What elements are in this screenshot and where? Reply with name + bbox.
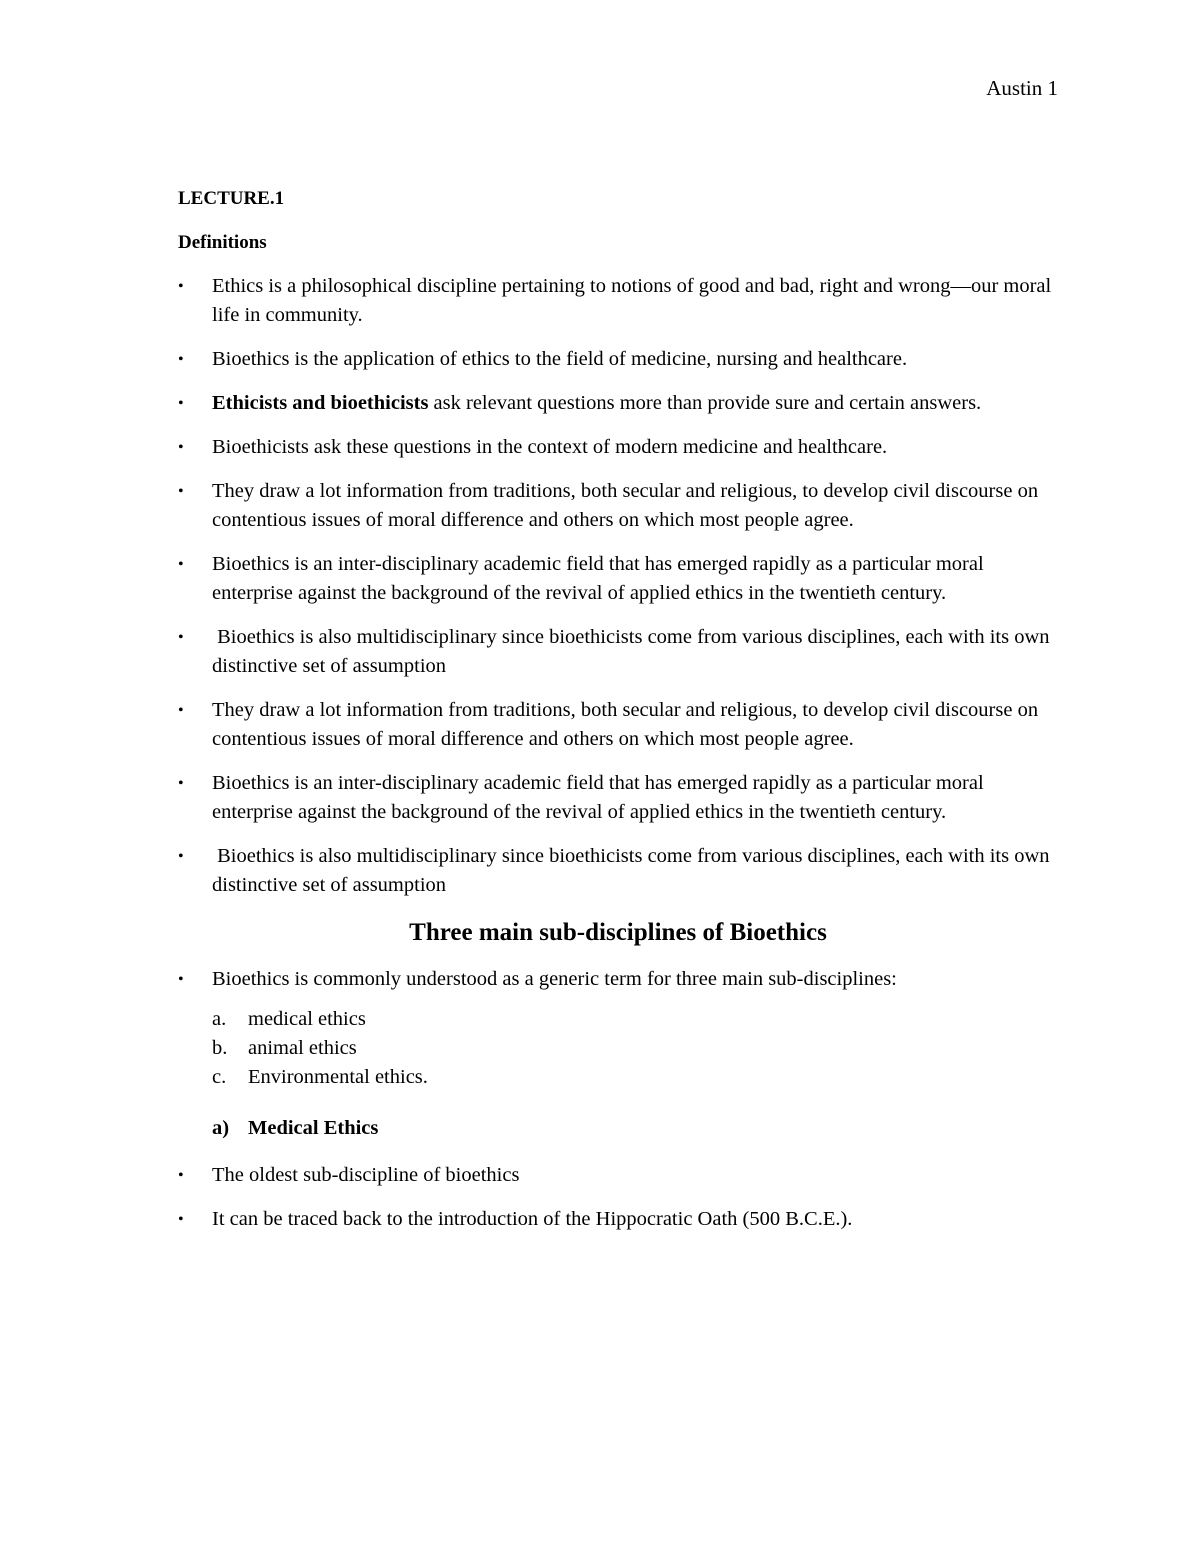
list-item bbox=[178, 345, 1058, 374]
medical-ethics-point: It can be traced back to the introduction of the Hippocratic Oath (500 B.C.E.). bbox=[212, 1208, 853, 1230]
medical-ethics-title: Medical Ethics bbox=[248, 1117, 379, 1139]
bullet-icon: • bbox=[178, 351, 184, 368]
bullet-icon: • bbox=[178, 702, 184, 719]
subdiscipline-label: a. bbox=[212, 1008, 227, 1030]
bullet-icon: • bbox=[178, 278, 184, 295]
bullet-icon: • bbox=[178, 483, 184, 500]
list-item bbox=[178, 769, 1058, 827]
list-item bbox=[178, 842, 1058, 900]
page-header-label: Austin 1 bbox=[986, 76, 1058, 100]
bullet-icon: • bbox=[178, 775, 184, 792]
bullet-icon: • bbox=[178, 439, 184, 456]
document-body bbox=[178, 184, 1058, 1249]
bullet-icon: • bbox=[178, 629, 184, 646]
subdisciplines-list bbox=[212, 1005, 1058, 1092]
medical-ethics-heading bbox=[212, 1114, 1058, 1143]
medical-ethics-point: The oldest sub-discipline of bioethics bbox=[212, 1164, 520, 1186]
definition-text: Bioethicists ask these questions in the context of modern medicine and healthcare. bbox=[212, 436, 888, 458]
definition-text: Bioethics is an inter-disciplinary academic field that has emerged rapidly as a particular moral enterprise against the background of the revival of applied ethics in the twentieth century. bbox=[212, 553, 989, 604]
definition-text: ask relevant questions more than provide sure and certain answers. bbox=[428, 392, 982, 414]
definition-text: Bioethics is an inter-disciplinary academic field that has emerged rapidly as a particular moral enterprise against the background of the revival of applied ethics in the twentieth century. bbox=[212, 772, 989, 823]
definitions-list bbox=[178, 272, 1058, 900]
definition-text: Bioethics is also multidisciplinary since bioethicists come from various disciplines, each with its own distinctive set of assumption bbox=[212, 845, 1055, 896]
bullet-icon: • bbox=[178, 848, 184, 865]
list-item bbox=[178, 1161, 1058, 1190]
list-item bbox=[178, 623, 1058, 681]
list-item bbox=[178, 433, 1058, 462]
bullet-icon: • bbox=[178, 1211, 184, 1228]
subdiscipline-label: c. bbox=[212, 1066, 227, 1088]
lecture-title: LECTURE.1 bbox=[178, 188, 285, 209]
subdiscipline-text: Environmental ethics. bbox=[248, 1066, 428, 1088]
list-item bbox=[178, 272, 1058, 330]
subdisciplines-intro: Bioethics is commonly understood as a generic term for three main sub-disciplines: bbox=[212, 968, 897, 990]
definition-text: They draw a lot information from traditions, both secular and religious, to develop civil discourse on contentious issues of moral difference and others on which most people agree. bbox=[212, 480, 1044, 531]
definitions-label: Definitions bbox=[178, 232, 267, 253]
definition-text: Bioethics is also multidisciplinary since bioethicists come from various disciplines, each with its own distinctive set of assumption bbox=[212, 626, 1055, 677]
list-item bbox=[178, 965, 1058, 994]
bullet-icon: • bbox=[178, 395, 184, 412]
subdiscipline-label: b. bbox=[212, 1037, 228, 1059]
list-item bbox=[178, 550, 1058, 608]
bullet-icon: • bbox=[178, 1167, 184, 1184]
subdisciplines-heading: Three main sub-disciplines of Bioethics bbox=[409, 919, 827, 946]
bullet-icon: • bbox=[178, 556, 184, 573]
subdiscipline-item bbox=[212, 1005, 1058, 1034]
bullet-icon: • bbox=[178, 971, 184, 988]
list-item bbox=[178, 696, 1058, 754]
list-item bbox=[178, 1205, 1058, 1234]
list-item bbox=[178, 477, 1058, 535]
medical-ethics-label: a) bbox=[212, 1117, 230, 1139]
subdisciplines-intro-list bbox=[178, 965, 1058, 994]
bold-term: Ethicists and bioethicists bbox=[212, 392, 429, 414]
subdiscipline-text: animal ethics bbox=[248, 1037, 357, 1059]
subdiscipline-item bbox=[212, 1034, 1058, 1063]
definition-text: Bioethics is the application of ethics to the field of medicine, nursing and healthcare. bbox=[212, 348, 908, 370]
definition-text: They draw a lot information from traditions, both secular and religious, to develop civil discourse on contentious issues of moral difference and others on which most people agree. bbox=[212, 699, 1044, 750]
medical-ethics-list bbox=[178, 1161, 1058, 1234]
definition-text: Ethics is a philosophical discipline pertaining to notions of good and bad, right and wrong—our moral life in community. bbox=[212, 275, 1057, 326]
subdiscipline-item bbox=[212, 1063, 1058, 1092]
list-item bbox=[178, 389, 1058, 418]
subdiscipline-text: medical ethics bbox=[248, 1008, 366, 1030]
